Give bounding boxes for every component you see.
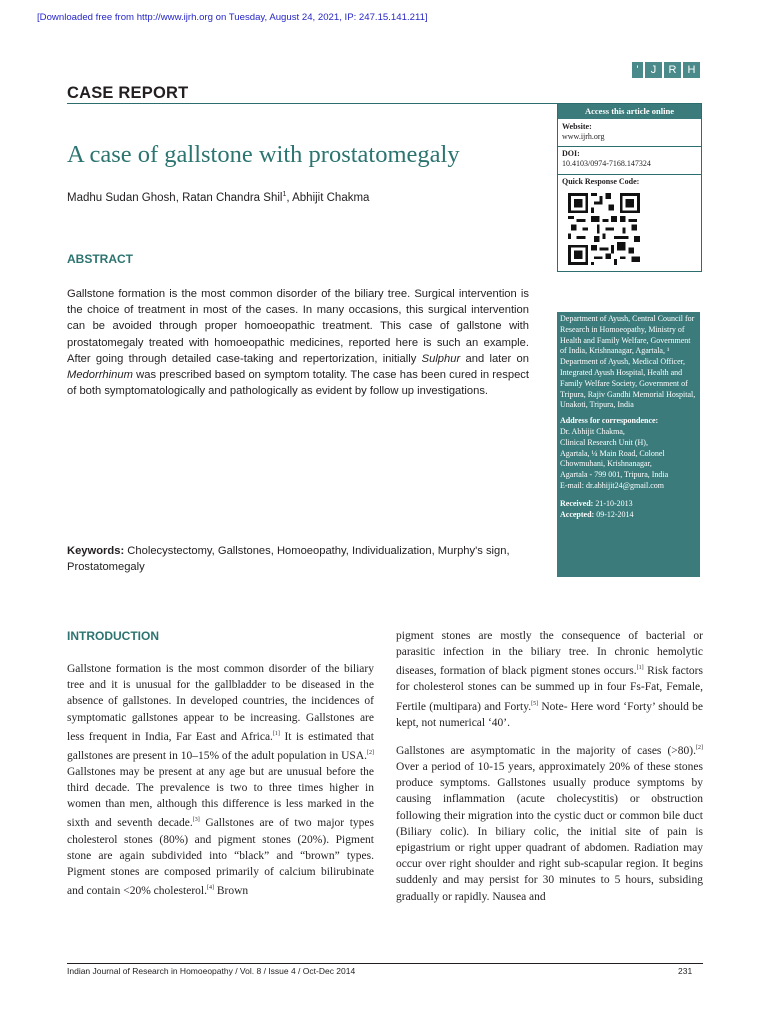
abstract-part: and later on bbox=[460, 352, 529, 365]
author-list bbox=[67, 191, 369, 204]
correspondence-line: Agartala, ¼ Main Road, Colonel Chowmuhani, Krishnanagar, bbox=[560, 448, 665, 469]
website-link[interactable]: www.ijrh.org bbox=[562, 132, 605, 141]
affiliation-marker: 1 bbox=[282, 191, 287, 198]
qr-label: Quick Response Code: bbox=[562, 177, 640, 186]
introduction-heading: INTRODUCTION bbox=[67, 629, 159, 643]
citation[interactable]: [2] bbox=[696, 744, 703, 751]
body-paragraph: pigment stones are mostly the consequence of bacterial or parasitic infection in the biliary tree. In chronic hemolytic diseases, formation of black pigment stones occurs.[1] Risk factors for cholesterol stones can be summed up in four Fs-Fat, Female, Fertile (multipara) and Forty.[5] Note- Here word ‘Forty’ should be kept, not numerical ‘40’. bbox=[396, 630, 703, 729]
logo-letter: J bbox=[645, 62, 662, 78]
divider bbox=[558, 146, 701, 147]
citation[interactable]: [4] bbox=[206, 885, 214, 892]
body-paragraph: Gallstone formation is the most common disorder of the biliary tree and it is unusual for the gallbladder to be diseased in the absence of gallstones. In developed countries, the incidences of symptomatic gallstones appear to be increasing. Gallstones are less frequent in India, Far East and Africa.[1] It is estimated that gallstones are present in 10–15% of the adult population in USA.[2] Gallstones may be present at any age but are unusual before the third decade. The prevalence is two to three times higher in women than men, although this difference is less marked in the sixth and seventh decade.[3] Gallstones are of two major types cholesterol stones (80%) and pigment stones (20%). Pigment stone are again subdivided into “black” and “brown” types. Pigment stones are composed primarily of calcium bilirubinate and contain <20% cholesterol.[4] Brown bbox=[67, 663, 375, 897]
abstract-part: was prescribed based on symptom totality. The case has been cured in respect of both symptomatologically and pathologically as evident by follow up investigations. bbox=[67, 369, 529, 398]
abstract-part: Gallstone formation is the most common disorder of the biliary tree. Surgical intervention is the choice of treatment in most of the cases. In many occasions, this surgical intervention can be avoided through proper homoeopathic treatment. This case of gallstone with prostatomegaly treated with homoeopathic medicines, reported here is such an example. After going through detailed case-taking and repertorization, initially bbox=[67, 288, 529, 365]
correspondence-line: Dr. Abhijit Chakma, bbox=[560, 426, 625, 436]
accepted-date: Accepted: 09-12-2014 bbox=[560, 509, 634, 519]
body-paragraph: Gallstones are asymptomatic in the majority of cases (>80).[2] Over a period of 10-15 years, approximately 20% of these stones produce symptoms. Gallstones usually produce symptoms by causing inflammation (acute cholecystitis) or obstruction following their migration into the cystic duct or common bile duct (Biliary colic). In biliary colic, the initial site of pain is epigastrium or right upper quadrant of abdomen. Radiation may occur over right shoulder and right sub-scapular region. It begins suddenly and may persist for 30 minutes to 5 hours, subsiding gradually or rapidly. Nausea and bbox=[396, 744, 703, 903]
article-title: A case of gallstone with prostatomegaly bbox=[67, 141, 460, 168]
logo-letter: H bbox=[683, 62, 700, 78]
keywords-text: Cholecystectomy, Gallstones, Homoeopathy, Individualization, Murphy's sign, Prostatomegaly bbox=[67, 545, 510, 573]
correspondence-email[interactable]: E-mail: dr.abhijit24@gmail.com bbox=[560, 480, 665, 490]
abstract-text bbox=[67, 286, 529, 399]
drug-name: Medorrhinum bbox=[67, 369, 133, 382]
doi-label: DOI: bbox=[562, 149, 580, 158]
logo-letter: R bbox=[664, 62, 681, 78]
affiliation-text: Department of Ayush, Central Council for Research in Homoeopathy, Ministry of Health and Family Welfare, Government of India, Krishnanagar, Agartala, ¹ Department of Ayush, Medical Officer, Integrated Ayush Hospital, Health and Family Welfare Society, Government of Tripura, Rajiv Gandhi Memorial Hospital, Unakoti, Tripura, India bbox=[560, 314, 696, 410]
section-type: CASE REPORT bbox=[67, 84, 189, 102]
journal-citation: Indian Journal of Research in Homoeopathy / Vol. 8 / Issue 4 / Oct-Dec 2014 bbox=[67, 966, 356, 976]
doi-value[interactable]: 10.4103/0974-7168.147324 bbox=[562, 159, 651, 168]
right-column bbox=[396, 628, 703, 914]
qr-code-icon[interactable] bbox=[568, 193, 640, 265]
citation[interactable]: [2] bbox=[367, 749, 374, 756]
keywords-label: Keywords: bbox=[67, 545, 125, 557]
drug-name: Sulphur bbox=[421, 352, 461, 365]
author-names: , Abhijit Chakma bbox=[286, 191, 370, 204]
citation[interactable]: [1] bbox=[272, 730, 280, 737]
abstract-heading: ABSTRACT bbox=[67, 252, 133, 266]
page-number: 231 bbox=[678, 966, 693, 976]
received-date: Received: 21-10-2013 bbox=[560, 498, 633, 508]
citation[interactable]: [5] bbox=[531, 700, 539, 707]
access-heading: Access this article online bbox=[558, 104, 701, 119]
access-box bbox=[557, 103, 702, 272]
correspondence-label: Address for correspondence: bbox=[560, 416, 659, 426]
website-label: Website: bbox=[562, 122, 592, 131]
author-names: Madhu Sudan Ghosh, Ratan Chandra Shil bbox=[67, 191, 283, 204]
citation[interactable]: [1] bbox=[636, 665, 644, 672]
footer-rule bbox=[67, 963, 703, 964]
left-column bbox=[67, 661, 374, 908]
journal-logo bbox=[632, 62, 700, 78]
citation[interactable]: [3] bbox=[192, 817, 200, 824]
affiliation-box bbox=[557, 312, 700, 577]
keywords bbox=[67, 543, 537, 575]
logo-letter: ' bbox=[632, 62, 643, 78]
correspondence-line: Clinical Research Unit (H), bbox=[560, 437, 648, 447]
header-rule bbox=[67, 103, 557, 104]
correspondence-line: Agartala - 799 001, Tripura, India bbox=[560, 470, 669, 480]
download-notice[interactable]: [Downloaded free from http://www.ijrh.org on Tuesday, August 24, 2021, IP: 247.15.141.211] bbox=[37, 12, 428, 23]
divider bbox=[558, 174, 701, 175]
